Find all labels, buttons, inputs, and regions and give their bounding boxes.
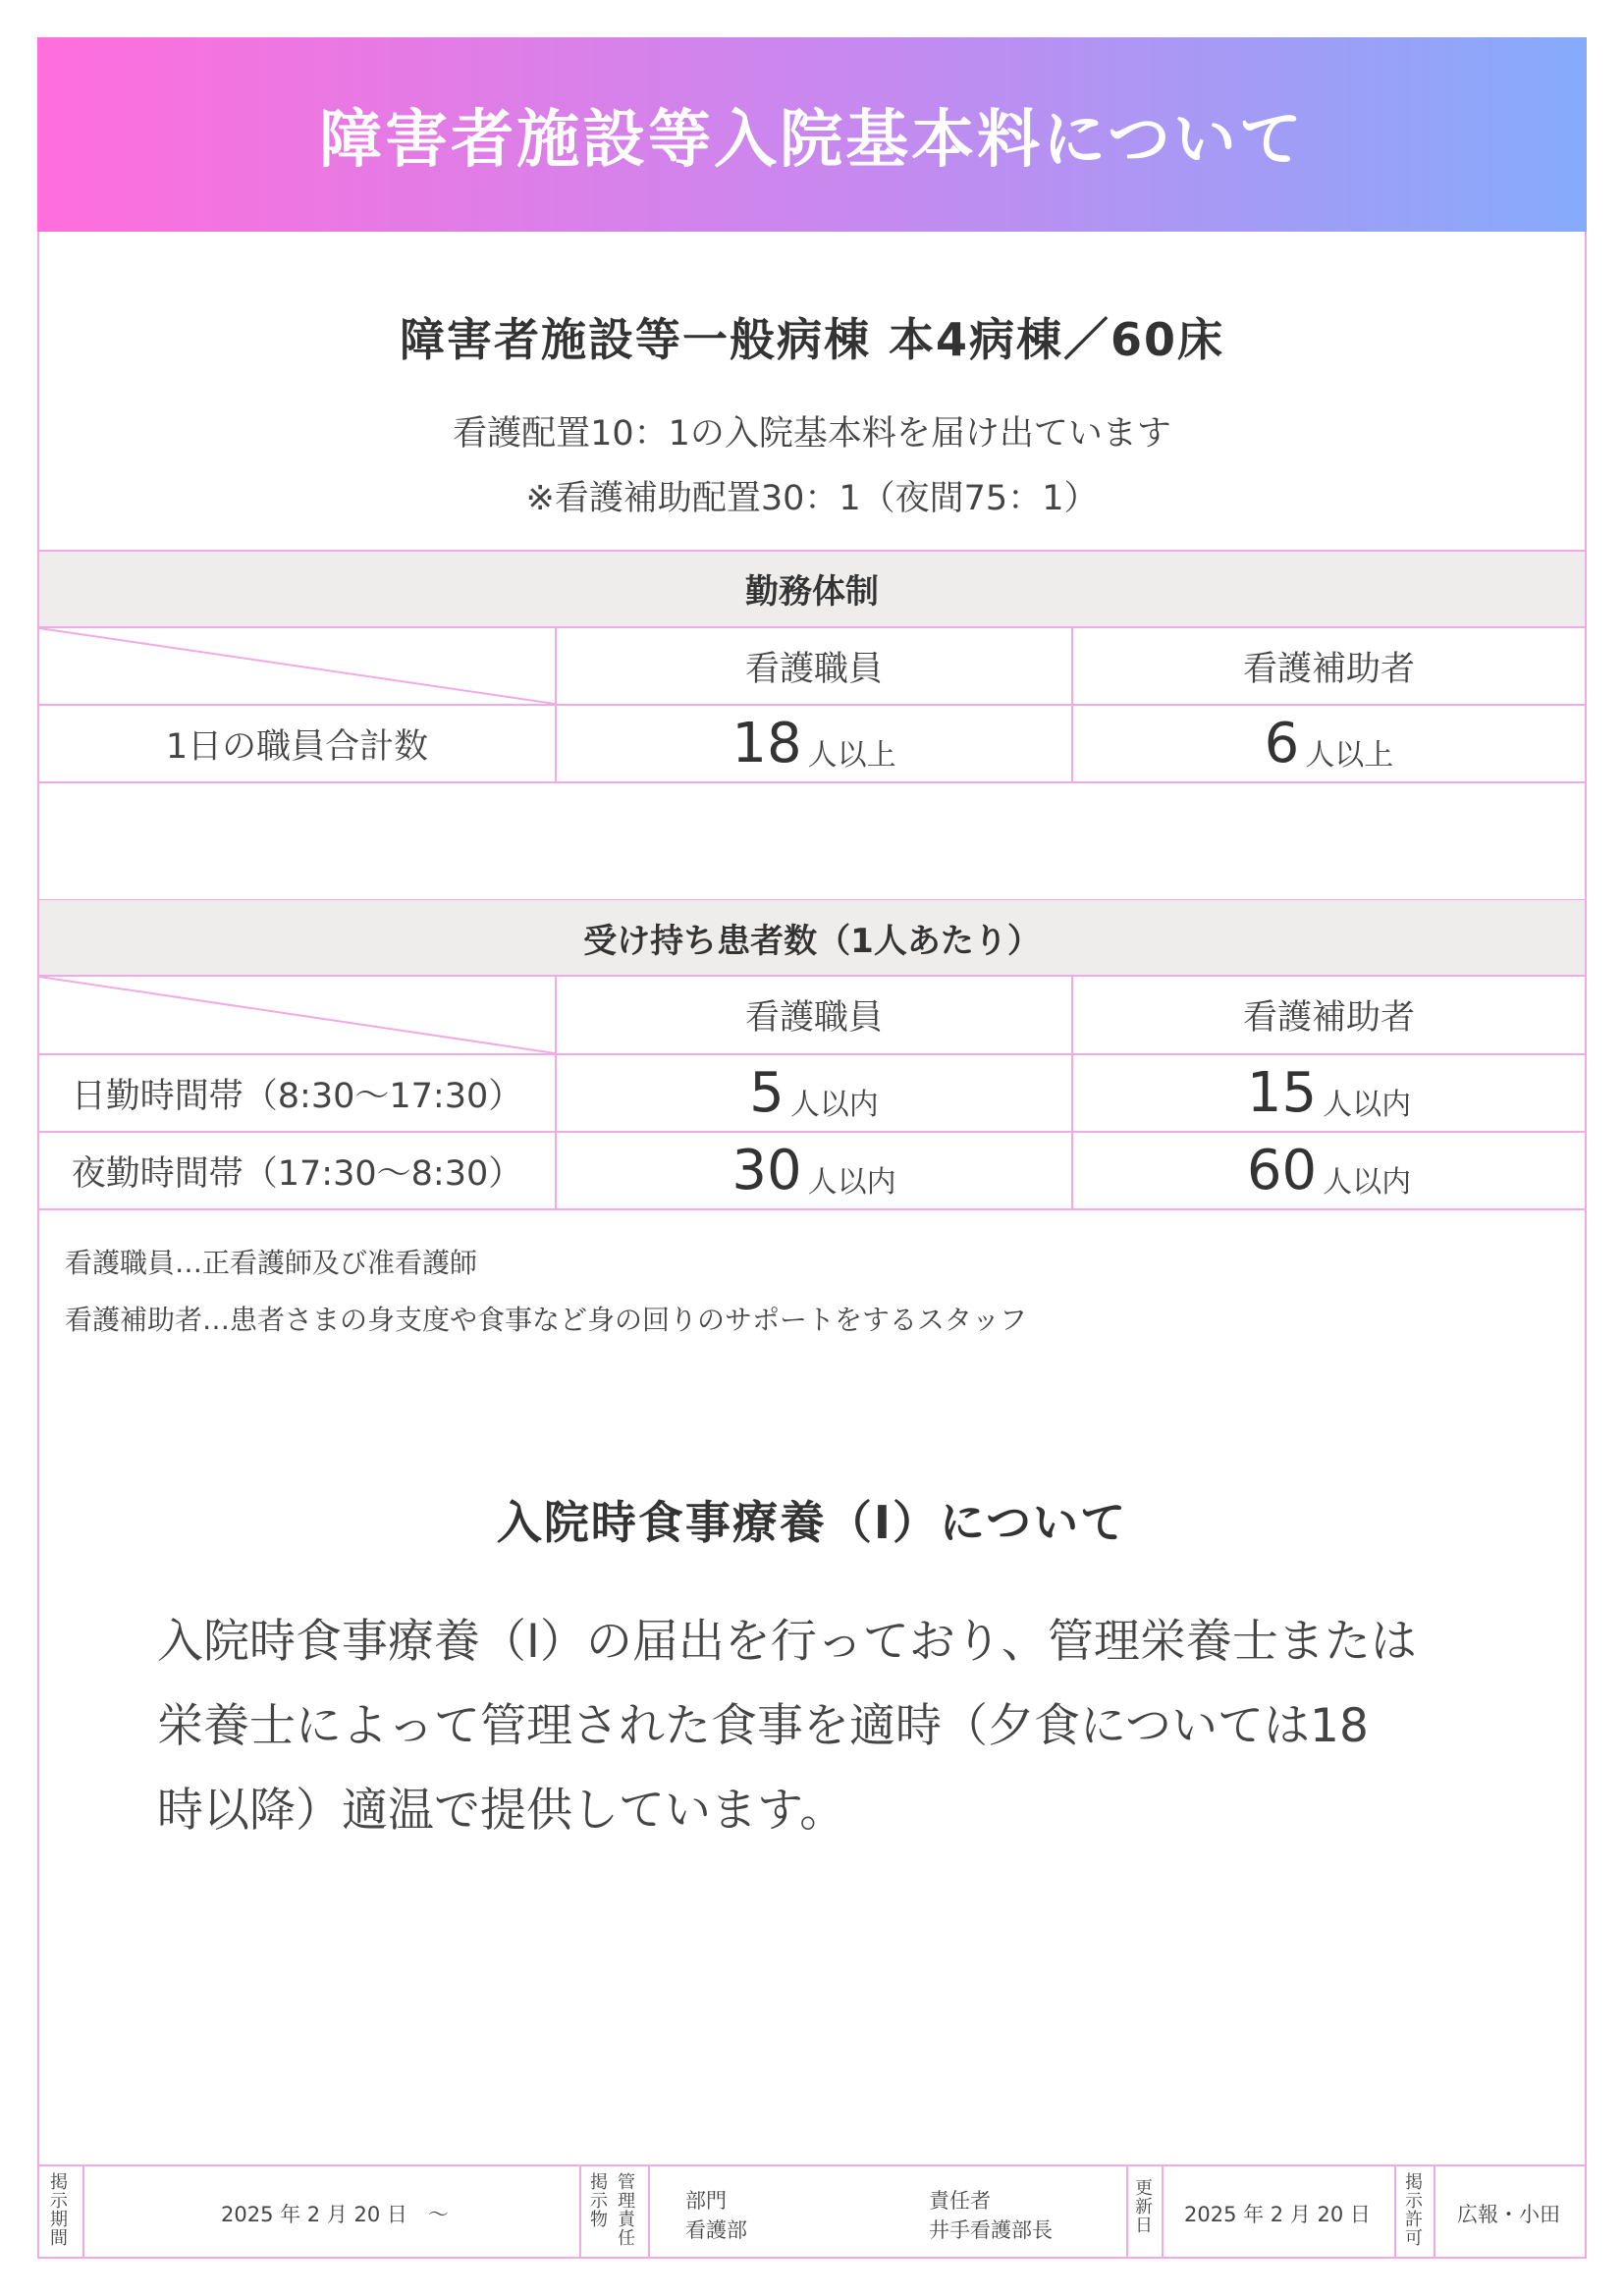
footer-column-divider xyxy=(1434,2164,1435,2259)
day-aide-value xyxy=(1073,1055,1585,1131)
person-label: 責任者 xyxy=(929,2189,991,2213)
responsible-label-a: 掲示物 xyxy=(590,2172,608,2230)
nurse-count: 18 xyxy=(731,712,802,775)
day-nurse-count: 5 xyxy=(749,1061,785,1125)
footer-column-divider xyxy=(1162,2164,1164,2259)
period-value: 2025 年 2 月 20 日 〜 xyxy=(221,2203,449,2226)
permit-value: 広報・小田 xyxy=(1457,2203,1560,2226)
patients-header: 受け持ち患者数（1人あたり） xyxy=(39,900,1585,975)
staffing-col-nurse: 看護職員 xyxy=(744,649,883,689)
staffing-aide-value xyxy=(1073,706,1585,781)
dept-label: 部門 xyxy=(685,2189,727,2213)
nurse-unit: 人以上 xyxy=(807,737,896,773)
patients-col-nurse: 看護職員 xyxy=(744,998,883,1038)
footer-column-divider xyxy=(82,2164,84,2259)
day-shift-label: 日勤時間帯（8:30〜17:30） xyxy=(71,1076,523,1116)
night-aide-value xyxy=(1073,1133,1585,1208)
meal-description xyxy=(157,1600,1492,1853)
footer-column-divider xyxy=(579,2164,581,2259)
unit-label: 人以内 xyxy=(1323,1164,1412,1200)
unit-label: 人以内 xyxy=(789,1087,879,1122)
permit-label: 掲示許可 xyxy=(1405,2172,1423,2249)
footer-column-divider xyxy=(1394,2164,1396,2259)
unit-label: 人以内 xyxy=(1323,1087,1412,1122)
footer-column-divider xyxy=(1126,2164,1128,2259)
aide-ratio-text: ※看護補助配置30：1（夜間75：1） xyxy=(525,479,1099,518)
person-value: 井手看護部長 xyxy=(929,2218,1053,2242)
night-shift-label: 夜勤時間帯（17:30〜8:30） xyxy=(71,1153,523,1194)
unit-label: 人以内 xyxy=(807,1164,896,1200)
staffing-col-aide: 看護補助者 xyxy=(1242,649,1415,689)
page-title: 障害者施設等入院基本料について xyxy=(319,104,1305,177)
footer-column-divider xyxy=(648,2164,650,2259)
nurse-definition: 看護職員…正看護師及び准看護師 xyxy=(65,1247,478,1279)
updated-label: 更新日 xyxy=(1135,2178,1153,2236)
aide-unit: 人以上 xyxy=(1305,737,1394,773)
meal-line: 入院時食事療養（I）の届出を行っており、管理栄養士または xyxy=(157,1615,1417,1669)
divider xyxy=(37,550,1587,552)
period-label: 掲示期間 xyxy=(50,2172,68,2249)
aide-count: 6 xyxy=(1264,712,1300,775)
meal-line: 栄養士によって管理された食事を適時（夕食については18 xyxy=(157,1699,1369,1753)
responsible-label-b: 管理責任 xyxy=(618,2172,635,2249)
diagonal-corner xyxy=(39,977,555,1053)
title-banner xyxy=(37,37,1587,232)
diagonal-corner xyxy=(39,628,555,704)
nurse-ratio-text: 看護配置10：1の入院基本料を届け出ています xyxy=(453,414,1171,454)
day-aide-count: 15 xyxy=(1246,1061,1318,1125)
ward-title: 障害者施設等一般病棟 本4病棟／60床 xyxy=(399,313,1225,366)
night-aide-count: 60 xyxy=(1246,1139,1318,1202)
patients-col-aide: 看護補助者 xyxy=(1242,998,1415,1038)
aide-definition: 看護補助者…患者さまの身支度や食事など身の回りのサポートをするスタッフ xyxy=(65,1304,1028,1336)
divider xyxy=(37,781,1587,783)
dept-value: 看護部 xyxy=(685,2218,747,2242)
footer-divider xyxy=(37,2164,1587,2166)
staffing-row-label: 1日の職員合計数 xyxy=(165,726,429,767)
staffing-nurse-value xyxy=(557,706,1071,781)
staffing-header: 勤務体制 xyxy=(39,551,1585,626)
updated-value: 2025 年 2 月 20 日 xyxy=(1184,2203,1371,2226)
day-nurse-value xyxy=(557,1055,1071,1131)
meal-line: 時以降）適温で提供しています。 xyxy=(157,1784,846,1838)
night-nurse-count: 30 xyxy=(731,1139,802,1202)
meal-section-title: 入院時食事療養（I）について xyxy=(496,1496,1128,1549)
night-nurse-value xyxy=(557,1133,1071,1208)
divider xyxy=(37,1208,1587,1210)
